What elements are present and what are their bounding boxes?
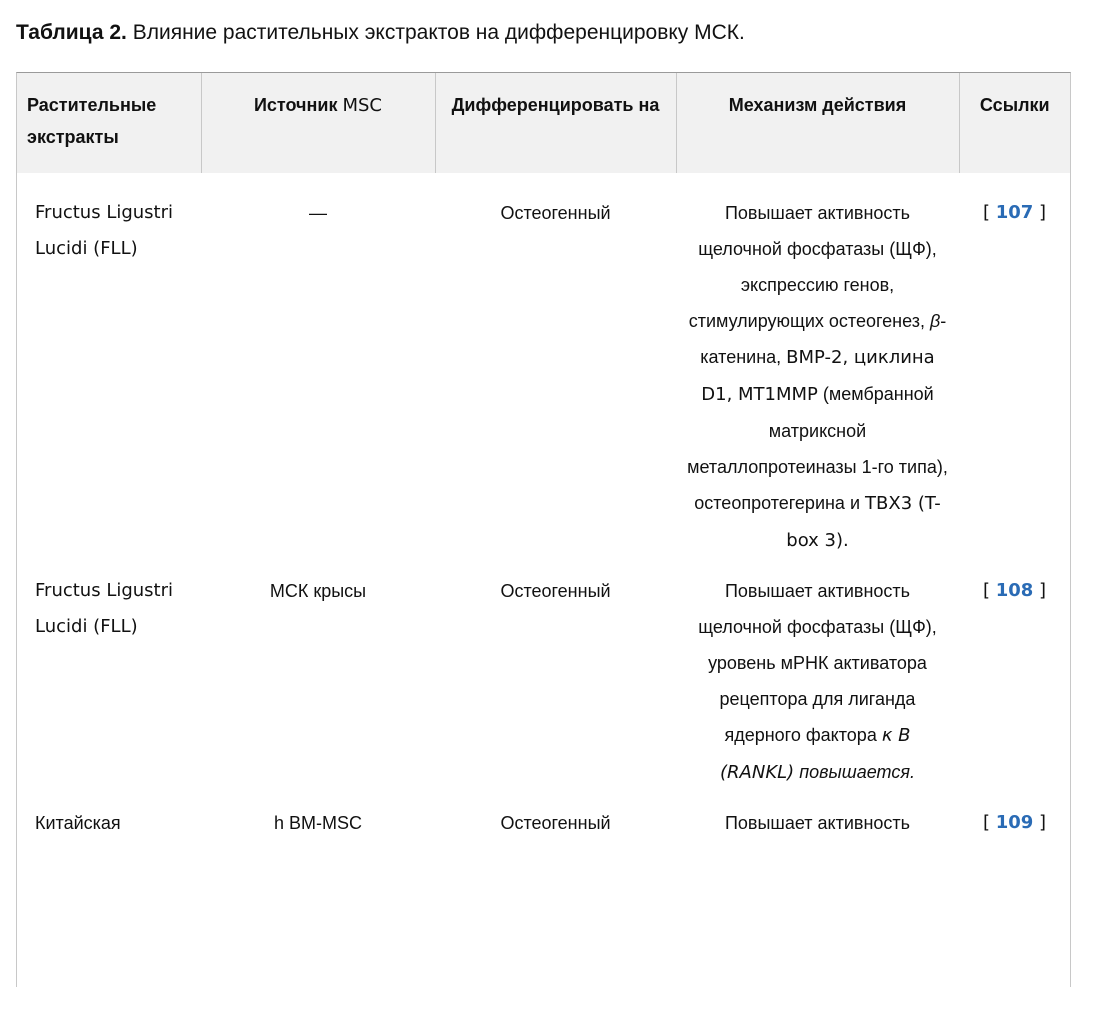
header-differentiate: Дифференцировать на	[435, 73, 676, 173]
header-mechanism: Механизм действия	[676, 73, 959, 173]
cell-mechanism	[676, 173, 959, 567]
table-row	[17, 799, 1070, 841]
ref-bracket-close: ]	[1033, 580, 1047, 601]
cell-source: МСК крысы	[269, 581, 367, 601]
mechanism-text: -катенина,	[700, 311, 947, 367]
cell-mechanism: Повышает активность	[724, 813, 911, 833]
data-table	[17, 73, 1070, 841]
table-body	[17, 173, 1070, 841]
table-header	[17, 73, 1070, 173]
cell-plant: Fructus Ligustri Lucidi (FLL)	[35, 202, 174, 259]
ref-bracket-open: [	[982, 580, 996, 601]
header-msc-source	[201, 73, 435, 173]
header-references: Ссылки	[959, 73, 1070, 173]
ref-bracket-close: ]	[1033, 202, 1047, 223]
table-caption-text: Влияние растительных экстрактов на дифференцировку МСК.	[126, 21, 745, 44]
cell-differentiation: Остеогенный	[500, 813, 611, 833]
cell-reference	[959, 799, 1070, 841]
cell-plant: Fructus Ligustri Lucidi (FLL)	[35, 580, 174, 637]
cell-differentiation: Остеогенный	[500, 203, 611, 223]
ref-bracket-open: [	[982, 202, 996, 223]
mechanism-text: κ B (RANKL)	[720, 725, 911, 783]
header-row	[17, 73, 1070, 173]
table-row	[17, 173, 1070, 567]
mechanism-text: (мембранной матриксной металлопротеиназы 1-го типа), остеопротегерина и	[687, 384, 948, 513]
ref-bracket-open: [	[982, 812, 996, 833]
reference-link[interactable]: 108	[995, 580, 1034, 601]
cell-reference	[959, 173, 1070, 567]
cell-source: h BM-MSC	[273, 813, 362, 833]
mechanism-text: Повышает активность щелочной фосфатазы (ЩФ), экспрессию генов, стимулирующих остеогенез,	[688, 203, 937, 331]
mechanism-text: BMP-2, циклина D1, MT1MMP	[701, 347, 935, 405]
table-caption-label: Таблица 2.	[16, 21, 127, 44]
cell-reference	[959, 567, 1070, 799]
table-container	[16, 72, 1071, 987]
cell-differentiation: Остеогенный	[500, 581, 611, 601]
cell-source: —	[309, 203, 327, 223]
header-msc-source-bold: Источник	[253, 95, 343, 115]
mechanism-text: Повышает активность щелочной фосфатазы (ЩФ), уровень мРНК активатора рецептора для лиганда ядерного фактора	[698, 581, 937, 745]
reference-link[interactable]: 107	[995, 202, 1034, 223]
header-plant-extracts: Растительные экстракты	[17, 73, 201, 173]
mechanism-text: повышается.	[799, 762, 915, 782]
reference-link[interactable]: 109	[995, 812, 1034, 833]
table-caption	[16, 18, 745, 48]
header-msc-source-abbr: MSC	[342, 95, 382, 116]
mechanism-beta: β	[929, 311, 941, 331]
cell-plant: Китайская	[35, 813, 121, 833]
cell-mechanism	[676, 567, 959, 799]
mechanism-text: TBX3 (T-box 3).	[786, 493, 941, 551]
ref-bracket-close: ]	[1033, 812, 1047, 833]
table-row	[17, 567, 1070, 799]
